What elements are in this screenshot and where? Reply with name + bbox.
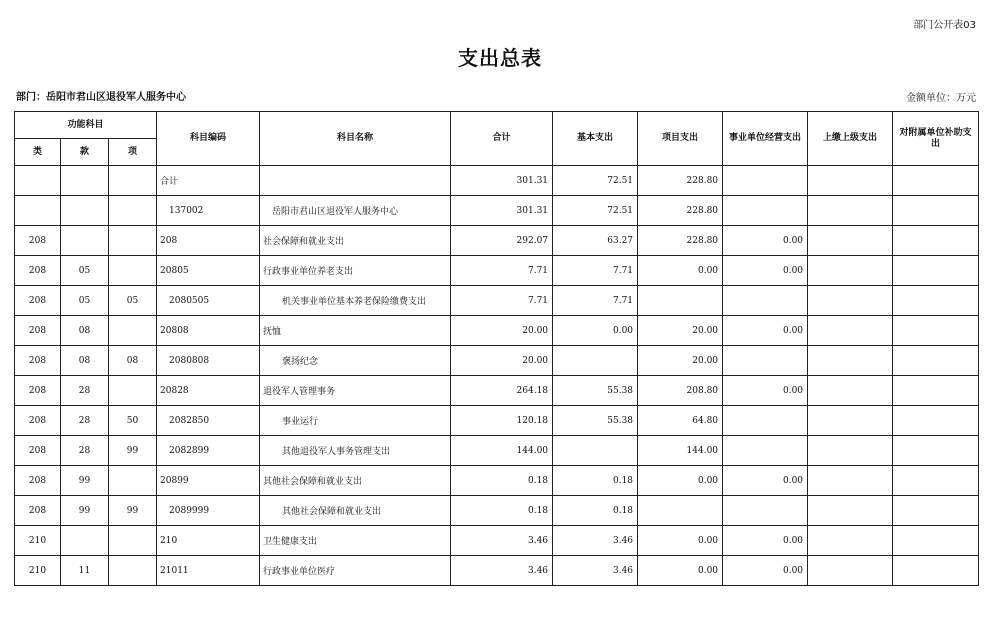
cell-basic: 55.38: [553, 406, 638, 436]
expenditure-table: [14, 111, 979, 586]
cell-lei: 208: [15, 406, 61, 436]
cell-upper: [808, 496, 893, 526]
cell-xiang: [109, 466, 157, 496]
cell-xiang: [109, 556, 157, 586]
cell-business: [723, 436, 808, 466]
table-row: [15, 196, 979, 226]
cell-project: 228.80: [638, 226, 723, 256]
cell-total: 144.00: [451, 436, 553, 466]
cell-subsidy: [893, 436, 979, 466]
page-title: 支出总表: [458, 46, 542, 70]
cell-kuan: 11: [61, 556, 109, 586]
cell-code: 208: [157, 226, 260, 256]
header-subsidy: 对附属单位补助支出: [893, 112, 979, 166]
cell-kuan: [61, 196, 109, 226]
cell-total: 301.31: [451, 196, 553, 226]
header-business: 事业单位经营支出: [723, 112, 808, 166]
cell-name: 社会保障和就业支出: [260, 226, 451, 256]
cell-code: 2080808: [157, 346, 260, 376]
cell-xiang: [109, 166, 157, 196]
header-function-subject: 功能科目: [15, 112, 157, 139]
cell-kuan: 05: [61, 286, 109, 316]
header-kuan: 款: [61, 139, 109, 166]
header-upper: 上缴上级支出: [808, 112, 893, 166]
cell-upper: [808, 466, 893, 496]
cell-total: 3.46: [451, 526, 553, 556]
cell-lei: 208: [15, 466, 61, 496]
cell-upper: [808, 196, 893, 226]
table-row: [15, 256, 979, 286]
cell-code: 2089999: [157, 496, 260, 526]
header-basic: 基本支出: [553, 112, 638, 166]
cell-project: [638, 286, 723, 316]
header-subject-code: 科目编码: [157, 112, 260, 166]
cell-upper: [808, 436, 893, 466]
cell-total: 3.46: [451, 556, 553, 586]
table-row: [15, 166, 979, 196]
cell-name: 卫生健康支出: [260, 526, 451, 556]
cell-name: 行政事业单位养老支出: [260, 256, 451, 286]
cell-upper: [808, 346, 893, 376]
cell-name: 退役军人管理事务: [260, 376, 451, 406]
cell-project: 0.00: [638, 256, 723, 286]
cell-business: [723, 196, 808, 226]
cell-kuan: 05: [61, 256, 109, 286]
header-total: 合计: [451, 112, 553, 166]
header-lei: 类: [15, 139, 61, 166]
cell-code: 合计: [157, 166, 260, 196]
cell-xiang: [109, 196, 157, 226]
amount-unit-label: 金额单位：万元: [906, 93, 976, 104]
cell-project: 64.80: [638, 406, 723, 436]
cell-name: 事业运行: [260, 406, 451, 436]
cell-code: 137002: [157, 196, 260, 226]
cell-code: 20805: [157, 256, 260, 286]
cell-upper: [808, 526, 893, 556]
cell-project: 0.00: [638, 526, 723, 556]
cell-total: 0.18: [451, 496, 553, 526]
table-number-label: 部门公开表03: [913, 20, 976, 31]
cell-kuan: 28: [61, 376, 109, 406]
cell-business: 0.00: [723, 226, 808, 256]
cell-basic: 0.00: [553, 316, 638, 346]
department-label: 部门：岳阳市君山区退役军人服务中心: [16, 92, 186, 103]
cell-basic: 63.27: [553, 226, 638, 256]
cell-code: 2082850: [157, 406, 260, 436]
cell-basic: [553, 436, 638, 466]
cell-upper: [808, 556, 893, 586]
cell-basic: 72.51: [553, 166, 638, 196]
cell-xiang: [109, 226, 157, 256]
cell-project: 0.00: [638, 466, 723, 496]
cell-code: 20828: [157, 376, 260, 406]
cell-subsidy: [893, 286, 979, 316]
table-row: [15, 436, 979, 466]
cell-basic: 3.46: [553, 556, 638, 586]
cell-kuan: 28: [61, 436, 109, 466]
cell-lei: 208: [15, 346, 61, 376]
table-row: [15, 466, 979, 496]
table-row: [15, 346, 979, 376]
cell-upper: [808, 226, 893, 256]
cell-code: 2080505: [157, 286, 260, 316]
cell-business: [723, 406, 808, 436]
cell-total: 120.18: [451, 406, 553, 436]
table-row: [15, 526, 979, 556]
cell-business: 0.00: [723, 256, 808, 286]
cell-kuan: [61, 166, 109, 196]
cell-business: [723, 166, 808, 196]
cell-kuan: 99: [61, 466, 109, 496]
cell-name: [260, 166, 451, 196]
cell-total: 7.71: [451, 256, 553, 286]
cell-subsidy: [893, 466, 979, 496]
cell-lei: 210: [15, 526, 61, 556]
cell-xiang: 99: [109, 496, 157, 526]
cell-business: 0.00: [723, 466, 808, 496]
cell-name: 褒扬纪念: [260, 346, 451, 376]
cell-subsidy: [893, 556, 979, 586]
cell-xiang: [109, 376, 157, 406]
cell-upper: [808, 376, 893, 406]
cell-basic: 7.71: [553, 286, 638, 316]
cell-basic: 0.18: [553, 496, 638, 526]
cell-total: 292.07: [451, 226, 553, 256]
cell-name: 抚恤: [260, 316, 451, 346]
cell-total: 20.00: [451, 316, 553, 346]
cell-kuan: 28: [61, 406, 109, 436]
cell-lei: 208: [15, 376, 61, 406]
cell-project: [638, 496, 723, 526]
cell-kuan: 08: [61, 316, 109, 346]
cell-xiang: 08: [109, 346, 157, 376]
cell-lei: [15, 196, 61, 226]
cell-code: 2082899: [157, 436, 260, 466]
cell-lei: 208: [15, 286, 61, 316]
cell-name: 其他社会保障和就业支出: [260, 496, 451, 526]
cell-kuan: [61, 226, 109, 256]
cell-total: 264.18: [451, 376, 553, 406]
cell-basic: 3.46: [553, 526, 638, 556]
cell-kuan: 08: [61, 346, 109, 376]
cell-upper: [808, 406, 893, 436]
cell-lei: 208: [15, 496, 61, 526]
cell-basic: [553, 346, 638, 376]
cell-lei: 210: [15, 556, 61, 586]
cell-lei: 208: [15, 316, 61, 346]
table-row: [15, 496, 979, 526]
table-row: [15, 286, 979, 316]
cell-subsidy: [893, 316, 979, 346]
cell-basic: 0.18: [553, 466, 638, 496]
cell-name: 其他社会保障和就业支出: [260, 466, 451, 496]
cell-total: 0.18: [451, 466, 553, 496]
table-row: [15, 376, 979, 406]
cell-subsidy: [893, 256, 979, 286]
cell-lei: [15, 166, 61, 196]
header-xiang: 项: [109, 139, 157, 166]
header-subject-name: 科目名称: [260, 112, 451, 166]
cell-subsidy: [893, 376, 979, 406]
cell-subsidy: [893, 166, 979, 196]
cell-project: 20.00: [638, 346, 723, 376]
cell-xiang: [109, 526, 157, 556]
cell-name: 岳阳市君山区退役军人服务中心: [260, 196, 451, 226]
cell-basic: 55.38: [553, 376, 638, 406]
cell-project: 144.00: [638, 436, 723, 466]
cell-subsidy: [893, 226, 979, 256]
cell-code: 210: [157, 526, 260, 556]
cell-code: 21011: [157, 556, 260, 586]
cell-project: 20.00: [638, 316, 723, 346]
cell-subsidy: [893, 496, 979, 526]
cell-name: 行政事业单位医疗: [260, 556, 451, 586]
cell-business: 0.00: [723, 526, 808, 556]
cell-kuan: [61, 526, 109, 556]
cell-kuan: 99: [61, 496, 109, 526]
cell-subsidy: [893, 406, 979, 436]
cell-business: [723, 346, 808, 376]
cell-xiang: [109, 316, 157, 346]
cell-subsidy: [893, 196, 979, 226]
cell-lei: 208: [15, 256, 61, 286]
header-project: 项目支出: [638, 112, 723, 166]
cell-upper: [808, 316, 893, 346]
cell-business: 0.00: [723, 376, 808, 406]
cell-upper: [808, 286, 893, 316]
table-row: [15, 406, 979, 436]
cell-lei: 208: [15, 436, 61, 466]
cell-business: [723, 496, 808, 526]
cell-xiang: 99: [109, 436, 157, 466]
cell-business: 0.00: [723, 316, 808, 346]
cell-lei: 208: [15, 226, 61, 256]
table-row: [15, 316, 979, 346]
cell-business: [723, 286, 808, 316]
table-row: [15, 226, 979, 256]
cell-basic: 7.71: [553, 256, 638, 286]
cell-project: 208.80: [638, 376, 723, 406]
cell-basic: 72.51: [553, 196, 638, 226]
cell-upper: [808, 256, 893, 286]
cell-xiang: [109, 256, 157, 286]
cell-total: 20.00: [451, 346, 553, 376]
cell-subsidy: [893, 526, 979, 556]
cell-total: 301.31: [451, 166, 553, 196]
cell-name: 机关事业单位基本养老保险缴费支出: [260, 286, 451, 316]
cell-code: 20899: [157, 466, 260, 496]
cell-project: 0.00: [638, 556, 723, 586]
cell-subsidy: [893, 346, 979, 376]
cell-xiang: 05: [109, 286, 157, 316]
cell-total: 7.71: [451, 286, 553, 316]
cell-xiang: 50: [109, 406, 157, 436]
cell-project: 228.80: [638, 166, 723, 196]
cell-project: 228.80: [638, 196, 723, 226]
cell-business: 0.00: [723, 556, 808, 586]
cell-upper: [808, 166, 893, 196]
table-row: [15, 556, 979, 586]
cell-code: 20808: [157, 316, 260, 346]
cell-name: 其他退役军人事务管理支出: [260, 436, 451, 466]
